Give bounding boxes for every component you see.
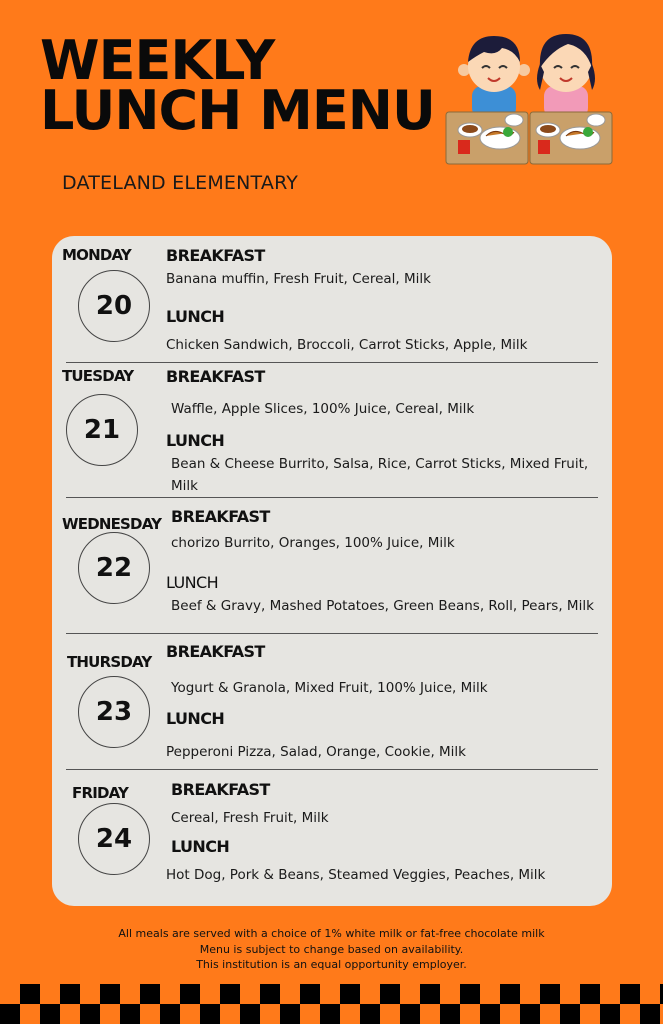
breakfast-heading-friday: BREAKFAST (171, 780, 270, 799)
lunch-trays (446, 112, 612, 164)
checkered-border (0, 984, 663, 1024)
lunch-heading-tuesday: LUNCH (166, 431, 225, 450)
breakfast-items-wednesday: chorizo Burrito, Oranges, 100% Juice, Milk (171, 535, 455, 551)
divider (66, 362, 598, 363)
page-title (40, 29, 435, 142)
date-circle-thursday: 23 (78, 676, 150, 748)
footer-milk-note: All meals are served with a choice of 1% white milk or fat-free chocolate milk (118, 927, 545, 940)
title-line-1: WEEKLY (40, 29, 275, 92)
day-name-thursday: THURSDAY (67, 653, 152, 671)
lunch-heading-thursday: LUNCH (166, 709, 225, 728)
divider (66, 633, 598, 634)
lunch-heading-monday: LUNCH (166, 307, 225, 326)
menu-card (52, 236, 612, 906)
date-circle-monday: 20 (78, 270, 150, 342)
boy-figure (458, 36, 530, 118)
divider (66, 769, 598, 770)
divider (66, 497, 598, 498)
breakfast-heading-monday: BREAKFAST (166, 246, 265, 265)
breakfast-items-tuesday: Waffle, Apple Slices, 100% Juice, Cereal, Milk (171, 401, 475, 417)
day-name-monday: MONDAY (62, 246, 131, 264)
breakfast-items-monday: Banana muffin, Fresh Fruit, Cereal, Milk (166, 271, 431, 287)
lunch-heading-wednesday: LUNCH (166, 573, 219, 592)
date-circle-wednesday: 22 (78, 532, 150, 604)
footer-notes (0, 926, 663, 973)
footer-change-note: Menu is subject to change based on availability. (199, 942, 464, 956)
footer-equal-opportunity-note: This institution is an equal opportunity employer. (196, 958, 467, 971)
title-line-2: LUNCH MENU (40, 79, 435, 142)
date-circle-friday: 24 (78, 803, 150, 875)
breakfast-heading-thursday: BREAKFAST (166, 642, 265, 661)
lunch-items-monday: Chicken Sandwich, Broccoli, Carrot Sticks, Apple, Milk (166, 337, 528, 353)
breakfast-items-friday: Cereal, Fresh Fruit, Milk (171, 810, 329, 826)
lunch-items-thursday: Pepperoni Pizza, Salad, Orange, Cookie, Milk (166, 744, 466, 760)
lunch-items-tuesday: Bean & Cheese Burrito, Salsa, Rice, Carrot Sticks, Mixed Fruit, Milk (171, 456, 589, 494)
breakfast-heading-tuesday: BREAKFAST (166, 367, 265, 386)
school-name: DATELAND ELEMENTARY (62, 172, 299, 194)
day-name-friday: FRIDAY (72, 784, 129, 802)
kids-eating-lunch-illustration (444, 28, 614, 168)
breakfast-items-thursday: Yogurt & Granola, Mixed Fruit, 100% Juice, Milk (171, 680, 488, 696)
lunch-heading-friday: LUNCH (171, 837, 230, 856)
day-name-wednesday: WEDNESDAY (62, 515, 162, 533)
breakfast-heading-wednesday: BREAKFAST (171, 507, 270, 526)
lunch-items-friday: Hot Dog, Pork & Beans, Steamed Veggies, Peaches, Milk (166, 867, 546, 883)
lunch-items-wednesday: Beef & Gravy, Mashed Potatoes, Green Beans, Roll, Pears, Milk (171, 598, 594, 614)
day-name-tuesday: TUESDAY (62, 367, 134, 385)
girl-figure (537, 34, 595, 118)
date-circle-tuesday: 21 (66, 394, 138, 466)
